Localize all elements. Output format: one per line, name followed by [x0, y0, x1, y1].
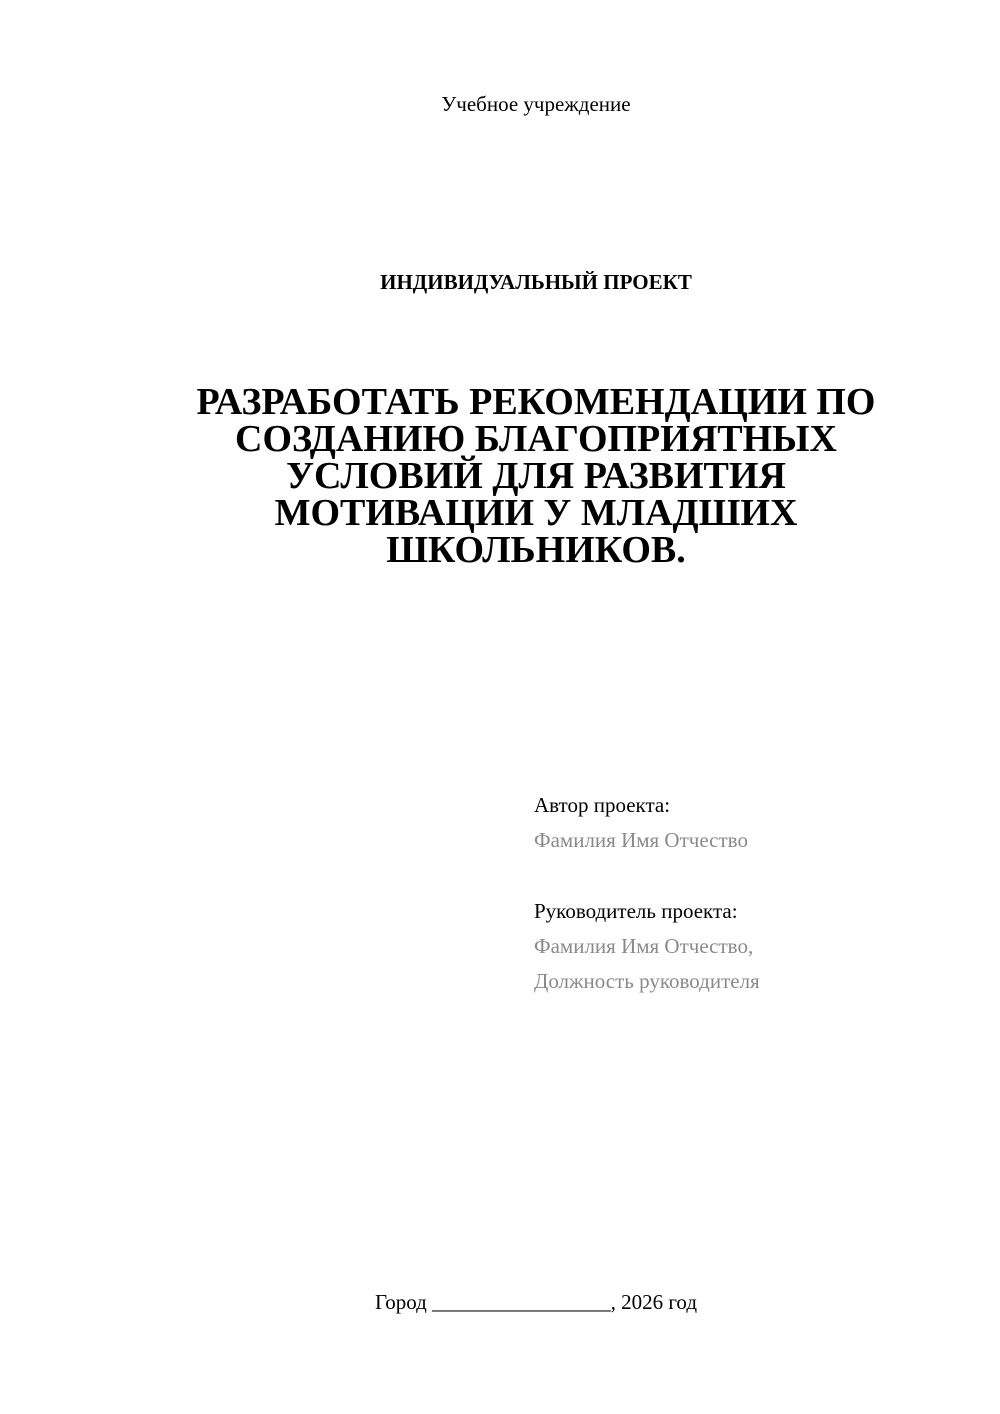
supervisor-name: Фамилия Имя Отчество,: [534, 934, 754, 958]
author-label: Автор проекта:: [534, 793, 671, 817]
project-title-line: ШКОЛЬНИКОВ.: [386, 529, 686, 571]
project-title-line: МОТИВАЦИИ У МЛАДШИХ: [274, 492, 798, 534]
project-info-block: [534, 788, 974, 999]
supervisor-label: Руководитель проекта:: [534, 899, 738, 923]
supervisor-position: Должность руководителя: [534, 969, 760, 993]
author-name: Фамилия Имя Отчество: [534, 828, 748, 852]
project-title-line: РАЗРАБОТАТЬ РЕКОМЕНДАЦИИ ПО: [196, 381, 876, 423]
info-spacer: [534, 858, 974, 894]
document-type: ИНДИВИДУАЛЬНЫЙ ПРОЕКТ: [380, 270, 692, 294]
project-title-line: УСЛОВИЙ ДЛЯ РАЗВИТИЯ: [286, 455, 786, 497]
city-year-footer: Город _________________, 2026 год: [374, 1290, 698, 1314]
project-title-line: СОЗДАНИЮ БЛАГОПРИЯТНЫХ: [235, 418, 837, 460]
project-title: [170, 381, 902, 571]
institution-name: Учебное учреждение: [441, 92, 631, 116]
